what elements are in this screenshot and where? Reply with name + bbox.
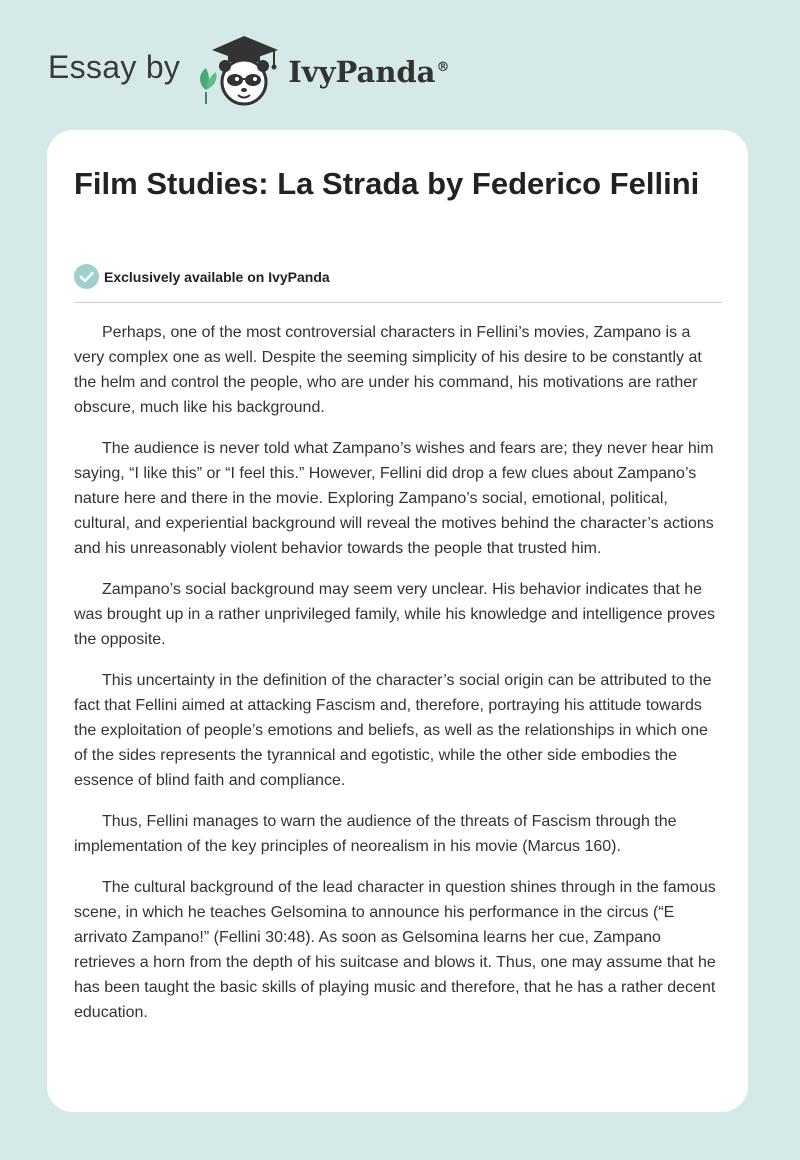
brand-header bbox=[48, 30, 449, 110]
essay-card bbox=[47, 130, 748, 1112]
exclusive-badge-label: Exclusively available on IvyPanda bbox=[104, 268, 330, 285]
paragraph: This uncertainty in the definition of the character’s social origin can be attributed to the fact that Fellini aimed at attacking Fascism and, therefore, portraying his attitude towards the exploitation of people’s emotions and beliefs, as well as the relationships in which one of the sides represents the tyrannical and egotistic, while the other side embodies the essence of blind faith and compliance. bbox=[74, 672, 712, 789]
brand-name: IvyPanda® bbox=[288, 55, 450, 89]
paragraph: Thus, Fellini manages to warn the audience of the threats of Fascism through the implementation of the key principles of neorealism in his movie (Marcus 160). bbox=[74, 813, 677, 855]
check-circle-icon bbox=[74, 264, 99, 289]
paragraph: Zampano’s social background may seem very unclear. His behavior indicates that he was brought up in a rather unprivileged family, while his knowledge and intelligence proves the opposite. bbox=[74, 581, 715, 648]
page-title: Film Studies: La Strada by Federico Fellini bbox=[74, 166, 700, 201]
brand-prefix: Essay by bbox=[48, 48, 181, 85]
panda-logo-icon bbox=[194, 30, 284, 110]
registered-mark: ® bbox=[436, 60, 450, 76]
exclusive-badge bbox=[74, 264, 330, 289]
divider bbox=[74, 302, 722, 303]
paragraph: The cultural background of the lead character in question shines through in the famous scene, in which he teaches Gelsomina to announce his performance in the circus (“E arrivato Zampano!” (Fellini 30:48). As soon as Gelsomina learns her cue, Zampano retrieves a horn from the depth of his suitcase and blows it. Thus, one may assume that he has been taught the basic skills of playing music and therefore, that he has a rather decent education. bbox=[74, 879, 716, 1021]
leaf-icon bbox=[200, 68, 217, 104]
paragraph: The audience is never told what Zampano’s wishes and fears are; they never hear him saying, “I like this” or “I feel this.” However, Fellini did drop a few clues about Zampano’s nature here and there in the movie. Exploring Zampano’s social, emotional, political, cultural, and experiential background will reveal the motives behind the character’s actions and his unreasonably violent behavior towards the people that trusted him. bbox=[74, 440, 714, 557]
essay-body bbox=[74, 320, 722, 1041]
paragraph: Perhaps, one of the most controversial characters in Fellini’s movies, Zampano is a very complex one as well. Despite the seeming simplicity of his desire to be constantly at the helm and control the people, who are under his command, his motivations are rather obscure, much like his background. bbox=[74, 324, 702, 416]
